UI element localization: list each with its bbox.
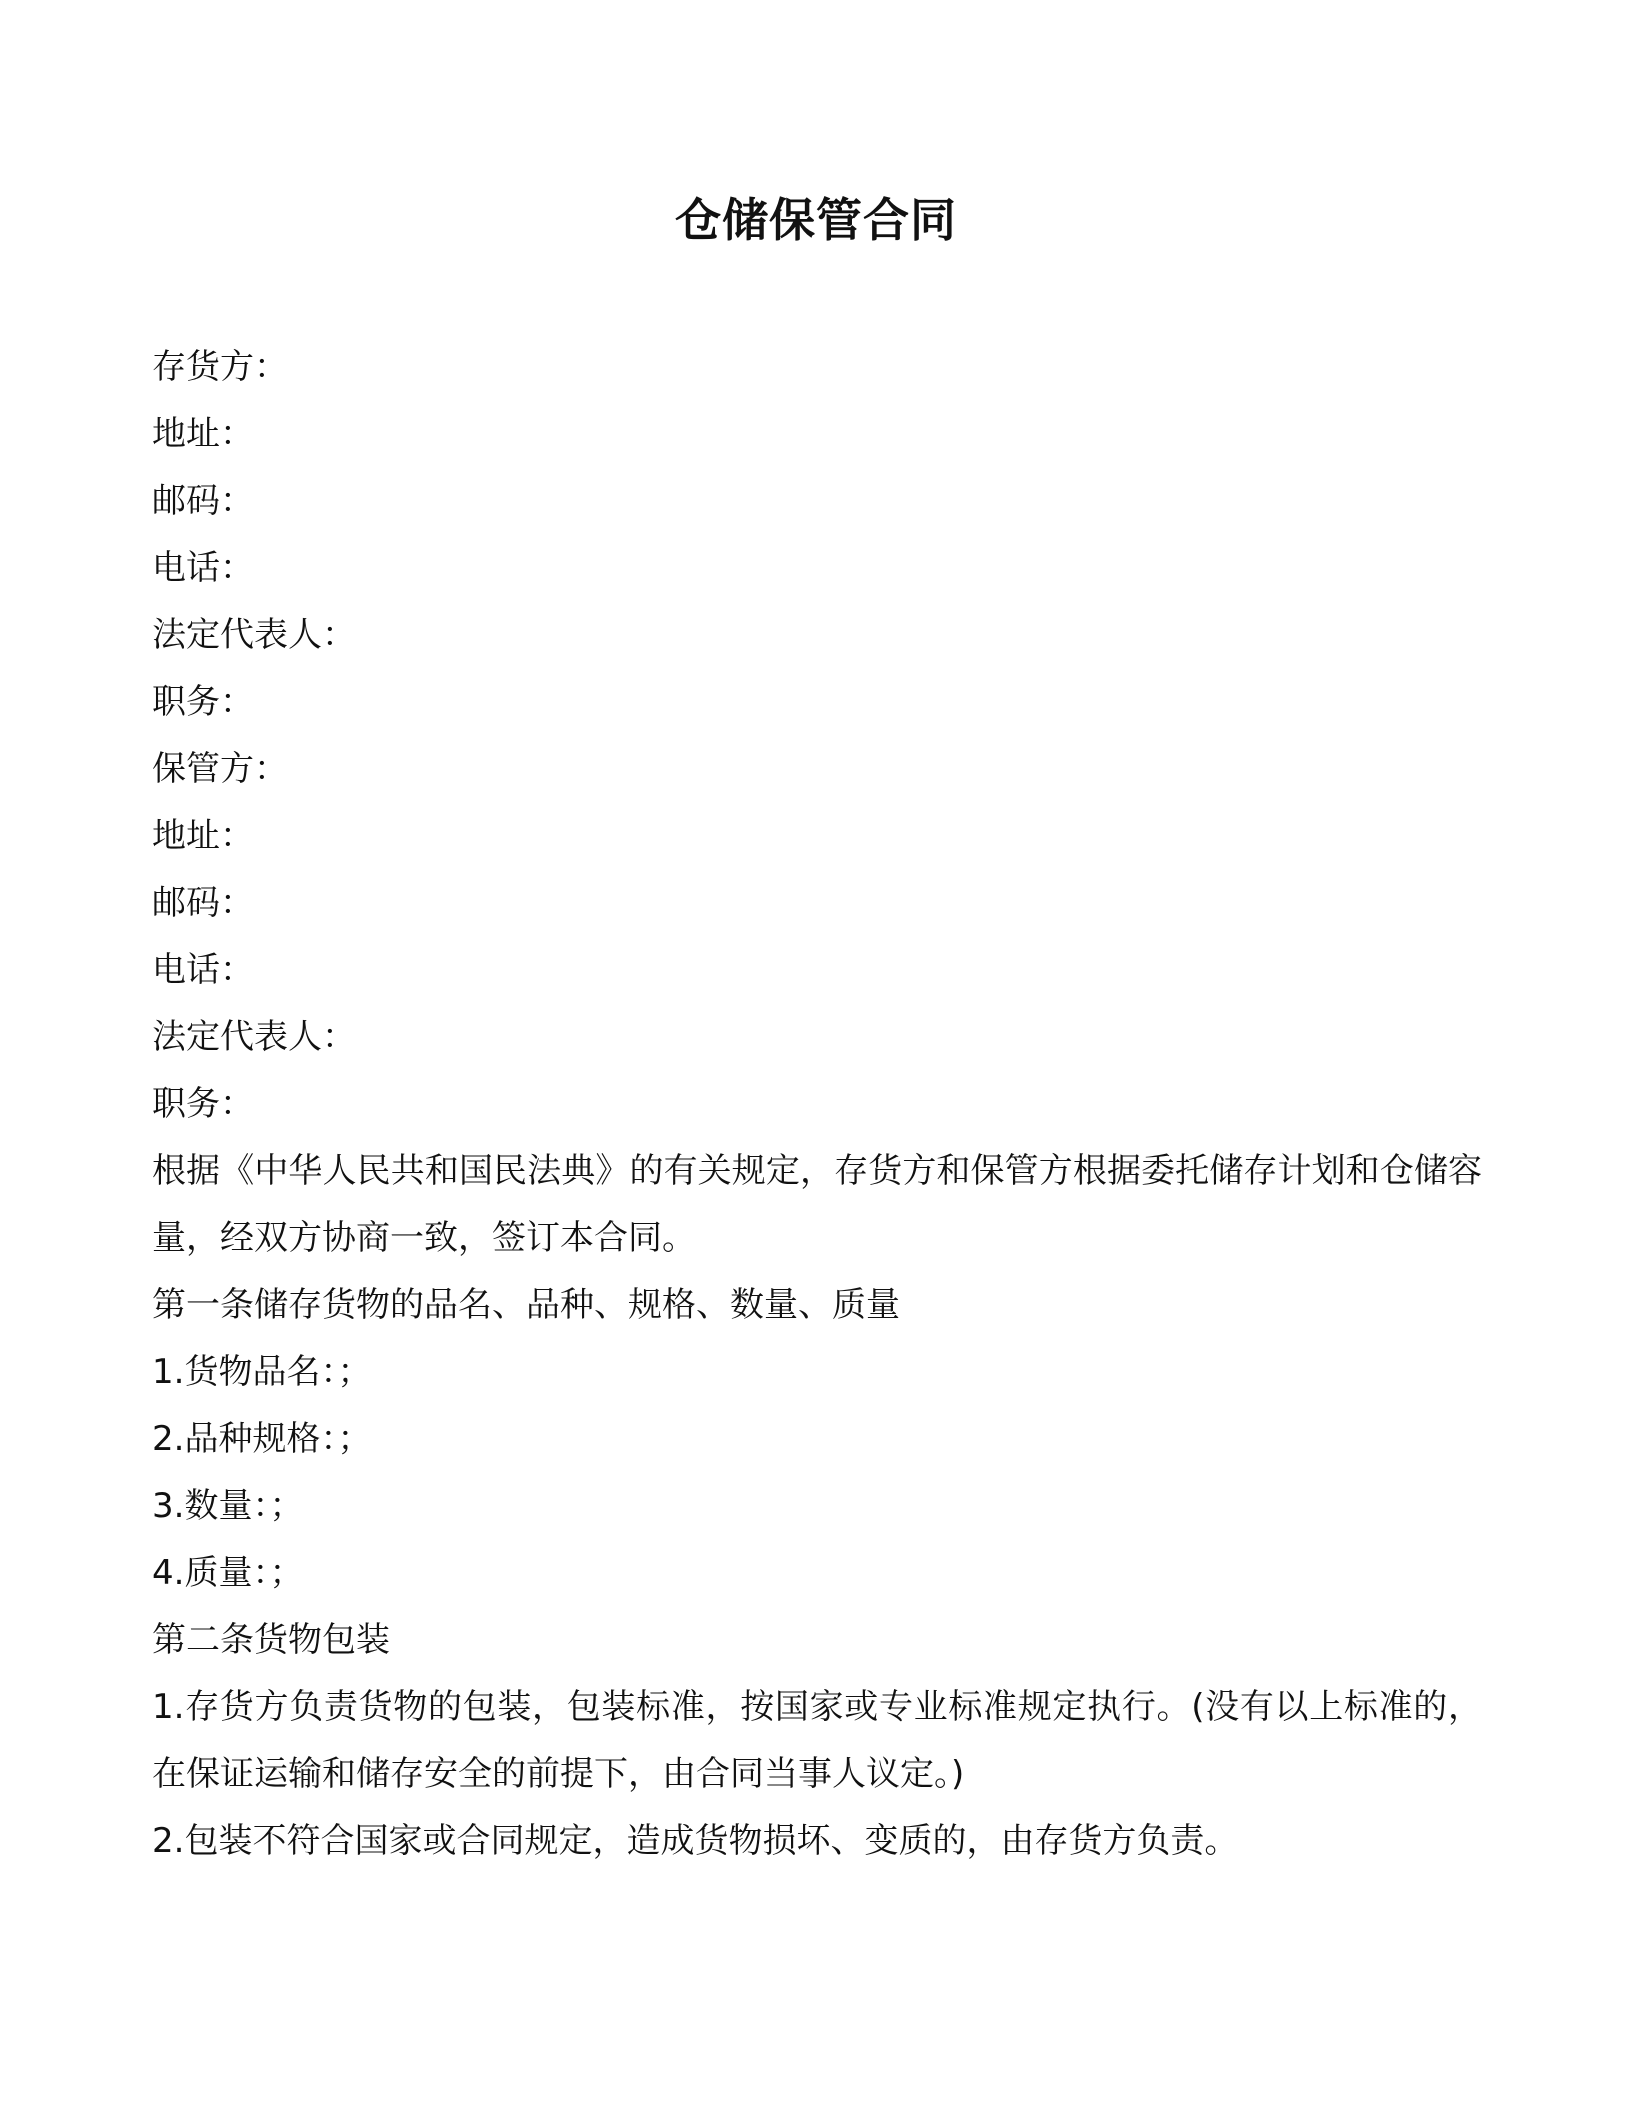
depositor-legal-rep: 法定代表人：: [152, 615, 356, 655]
article2-item: 1.存货方负责货物的包装，包装标准，按国家或专业标准规定执行。(没有以上标准的，在保证运输和储存安全的前提下，由合同当事人议定。): [152, 1687, 1482, 1794]
article2-item: 2.包装不符合国家或合同规定，造成货物损坏、变质的，由存货方负责。: [152, 1821, 1239, 1861]
depositor-postcode: 邮码：: [152, 481, 254, 521]
preamble-paragraph: 根据《中华人民共和国民法典》的有关规定，存货方和保管方根据委托储存计划和仓储容量，经双方协商一致，签订本合同。: [152, 1151, 1482, 1258]
depositor-address: 地址：: [152, 414, 254, 454]
custodian-position: 职务：: [152, 1084, 254, 1124]
depositor-label: 存货方：: [152, 347, 288, 387]
custodian-phone: 电话：: [152, 950, 254, 990]
custodian-legal-rep: 法定代表人：: [152, 1017, 356, 1057]
article1-item: 4.质量：；: [152, 1553, 304, 1593]
document-body: [152, 334, 1482, 1875]
custodian-postcode: 邮码：: [152, 883, 254, 923]
depositor-position: 职务：: [152, 682, 254, 722]
depositor-phone: 电话：: [152, 548, 254, 588]
article1-heading: 第一条储存货物的品名、品种、规格、数量、质量: [152, 1285, 900, 1325]
document-title: 仓储保管合同: [675, 193, 957, 247]
article1-item: 3.数量：；: [152, 1486, 304, 1526]
article2-heading: 第二条货物包装: [152, 1620, 390, 1660]
custodian-label: 保管方：: [152, 749, 288, 789]
article1-item: 2.品种规格：；: [152, 1419, 372, 1459]
article1-item: 1.货物品名：；: [152, 1352, 372, 1392]
custodian-address: 地址：: [152, 816, 254, 856]
